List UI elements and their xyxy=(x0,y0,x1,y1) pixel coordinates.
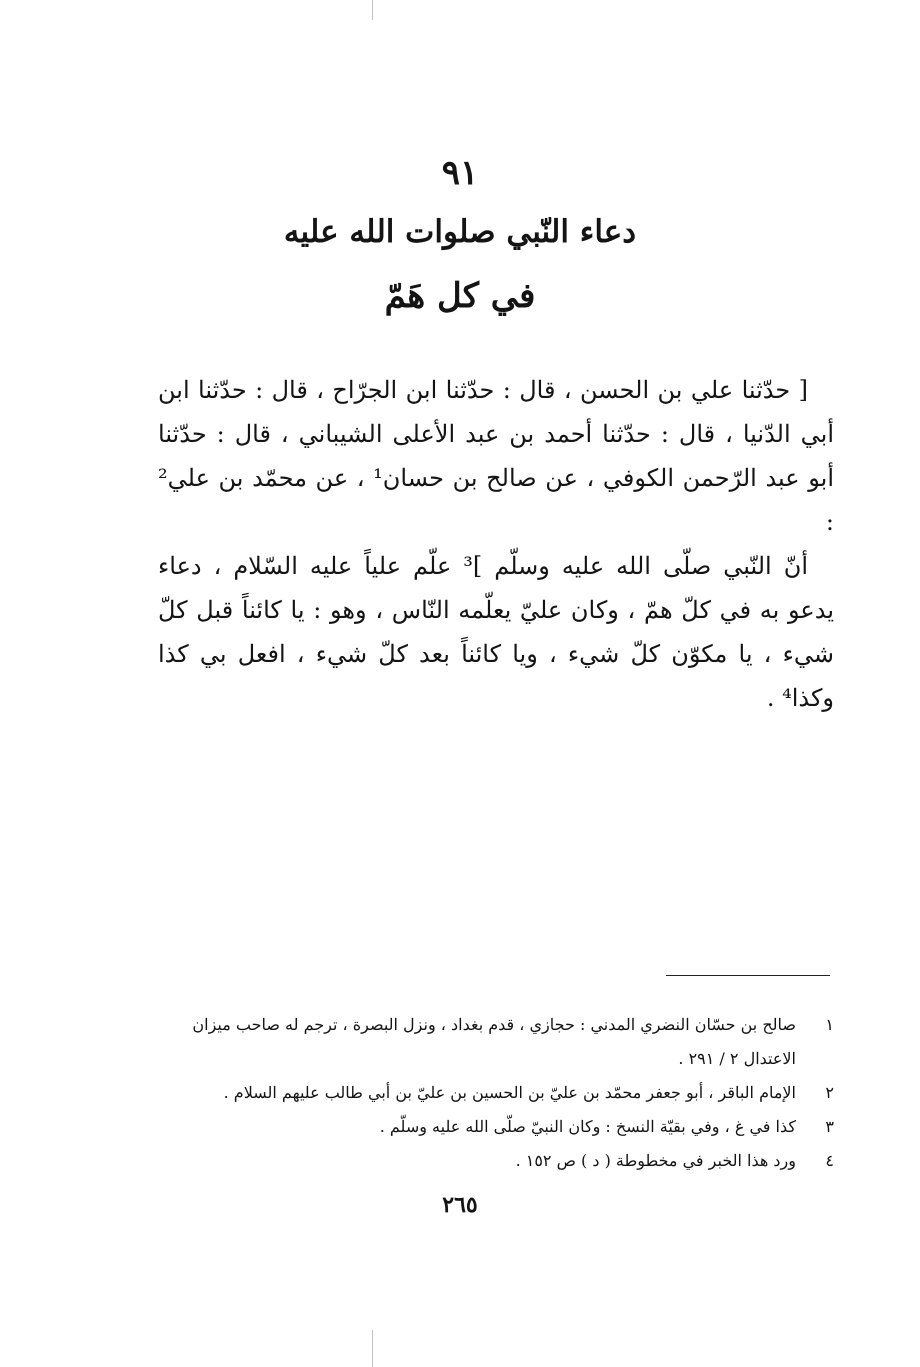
isnad-paragraph: [ حدّثنا علي بن الحسن ، قال : حدّثنا ابن الجرّاح ، قال : حدّثنا ابن أبي الدّنيا ، قال : حدّثنا أحمد بن عبد الأعلى الشيباني ، قال : حدّثنا أبو عبد الرّحمن الكوفي ، عن صالح بن حسان¹ ، عن محمّد بن علي² : xyxy=(158,376,834,536)
footnote-3 xyxy=(150,1110,834,1144)
page-number: ٢٦٥ xyxy=(442,1192,478,1218)
footnote-number: ٢ xyxy=(825,1083,834,1102)
footnote-text: الإمام الباقر ، أبو جعفر محمّد بن عليّ بن الحسين بن عليّ بن أبي طالب عليهم السلام . xyxy=(223,1083,796,1102)
footnotes-list xyxy=(150,1008,834,1178)
footnote-number: ٣ xyxy=(825,1117,834,1136)
scan-fold-line-bottom xyxy=(372,1330,373,1367)
footnote-number: ١ xyxy=(825,1015,834,1034)
footnote-text: ورد هذا الخبر في مخطوطة ( د ) ص ١٥٢ . xyxy=(515,1151,796,1170)
footnote-text: كذا في غ ، وفي بقيّة النسخ : وكان النبيّ صلّى الله عليه وسلّم . xyxy=(379,1117,796,1136)
footnote-4 xyxy=(150,1144,834,1178)
footnote-separator xyxy=(666,975,830,976)
scan-fold-line-top xyxy=(372,0,373,20)
chapter-title-line2: في كل هَمّ xyxy=(384,276,536,316)
chapter-title-line1: دعاء النّبي صلوات الله عليه xyxy=(283,214,637,250)
footnote-number: ٤ xyxy=(825,1151,834,1170)
footnote-1 xyxy=(150,1008,834,1076)
footnote-2 xyxy=(150,1076,834,1110)
hadith-number: ٩١ xyxy=(441,153,479,193)
hadith-text xyxy=(158,368,834,720)
footnote-text: صالح بن حسّان النضري المدني : حجازي ، قدم بغداد ، ونزل البصرة ، ترجم له صاحب ميزان الاعتدال ٢ / ٢٩١ . xyxy=(192,1015,796,1068)
matn-paragraph: أنّ النّبي صلّى الله عليه وسلّم ]³ علّم علياً عليه السّلام ، دعاء يدعو به في كلّ همّ ، وكان عليّ يعلّمه النّاس ، وهو : يا كائناً قبل كلّ شيء ، يا مكوّن كلّ شيء ، ويا كائناً بعد كلّ شيء ، افعل بي كذا وكذا⁴ . xyxy=(158,552,834,712)
